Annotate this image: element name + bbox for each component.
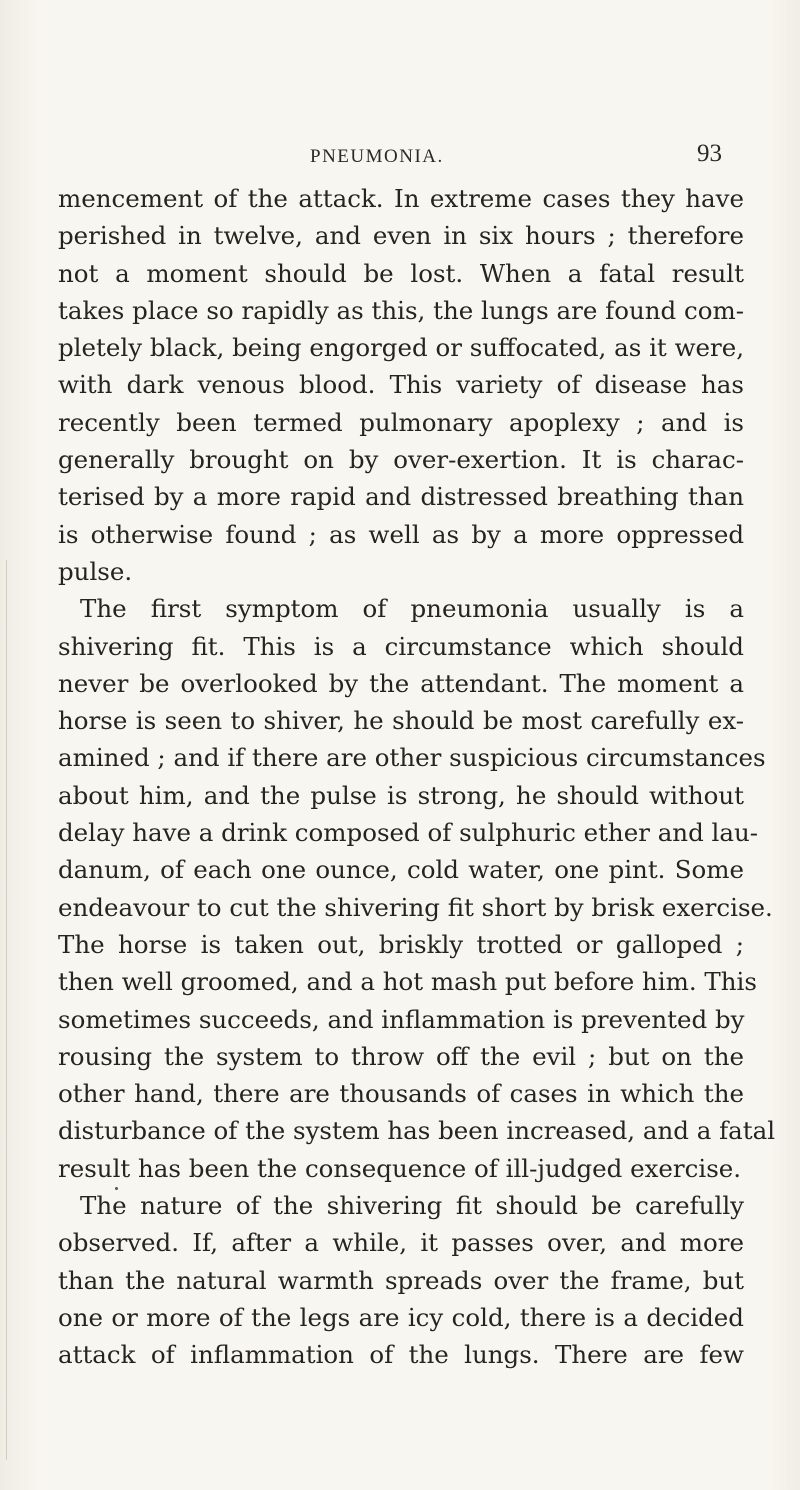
page-edge-shadow — [6, 560, 7, 1460]
running-head: PNEUMONIA. — [310, 146, 444, 167]
text-line: The horse is taken out, briskly trotted or galloped ; — [58, 929, 744, 959]
text-line: pletely black, being engorged or suffocated, as it were, — [58, 333, 745, 363]
page-number: 93 — [697, 140, 722, 167]
text-line: disturbance of the system has been increased, and a fatal — [58, 1116, 776, 1146]
text-line: The nature of the shivering fit should be carefully — [80, 1191, 744, 1221]
text-line: amined ; and if there are other suspicious circumstances — [58, 743, 766, 773]
ink-speck — [115, 1187, 118, 1190]
text-line: mencement of the attack. In extreme cases they have — [58, 184, 744, 213]
text-line: sometimes succeeds, and inflammation is prevented by — [58, 1004, 745, 1034]
text-line: than the natural warmth spreads over the frame, but — [58, 1265, 744, 1295]
text-line: observed. If, after a while, it passes over, and more — [58, 1228, 744, 1258]
text-line: terised by a more rapid and distressed breathing than — [58, 482, 744, 512]
text-line: attack of inflammation of the lungs. There are few — [58, 1340, 744, 1370]
text-line: with dark venous blood. This variety of disease has — [58, 370, 744, 400]
text-line: about him, and the pulse is strong, he should without — [58, 780, 744, 810]
text-line: horse is seen to shiver, he should be most carefully ex- — [58, 706, 744, 736]
text-line: pulse. — [58, 556, 133, 586]
text-line: one or more of the legs are icy cold, there is a decided — [58, 1302, 744, 1332]
text-line: perished in twelve, and even in six hours ; therefore — [58, 221, 744, 251]
page-header — [40, 140, 780, 170]
text-line: other hand, there are thousands of cases in which the — [58, 1079, 744, 1109]
text-line: The first symptom of pneumonia usually is a — [80, 594, 744, 624]
text-line: rousing the system to throw off the evil ; but on the — [58, 1041, 744, 1071]
text-line: delay have a drink composed of sulphuric ether and lau- — [58, 818, 759, 848]
text-line: never be overlooked by the attendant. The moment a — [58, 668, 744, 698]
text-line: shivering fit. This is a circumstance which should — [58, 631, 744, 661]
text-line: takes place so rapidly as this, the lungs are found com- — [58, 295, 744, 325]
text-line: recently been termed pulmonary apoplexy ; and is — [58, 407, 744, 437]
body-text — [58, 180, 776, 1374]
text-line: is otherwise found ; as well as by a more oppressed — [58, 519, 744, 549]
text-line: then well groomed, and a hot mash put before him. This — [58, 967, 757, 997]
text-line: danum, of each one ounce, cold water, one pint. Some — [58, 855, 744, 885]
text-line: endeavour to cut the shivering fit short by brisk exercise. — [58, 892, 773, 922]
text-line: not a moment should be lost. When a fatal result — [58, 258, 744, 288]
text-line: result has been the consequence of ill-judged exercise. — [58, 1153, 742, 1183]
text-line: generally brought on by over-exertion. It is charac- — [58, 445, 744, 475]
